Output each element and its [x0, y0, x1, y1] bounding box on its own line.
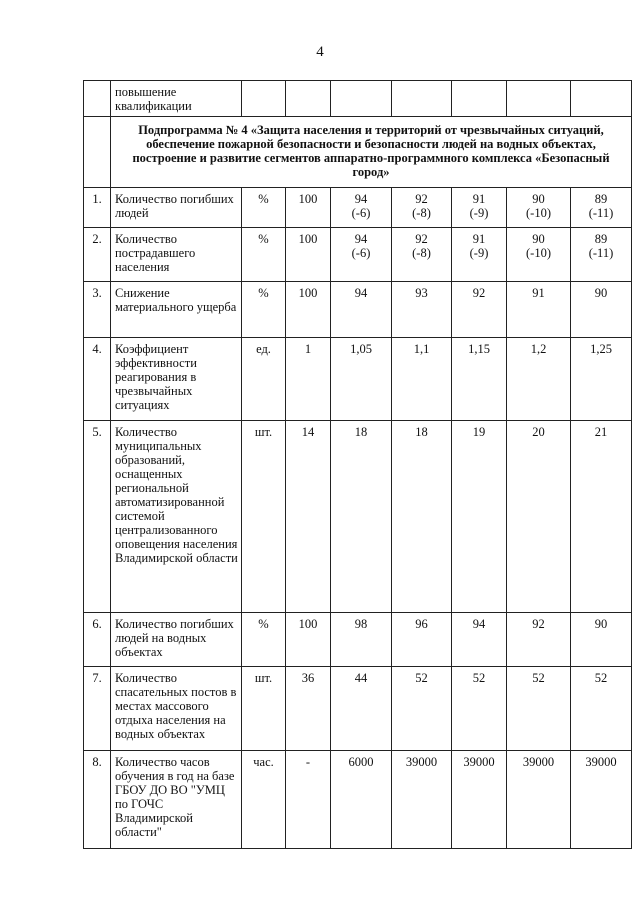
value-cell: 1,25	[571, 338, 632, 421]
value-cell: 94 (-6)	[331, 228, 392, 282]
row-number: 5.	[84, 421, 111, 613]
value-cell: 52	[392, 667, 452, 751]
row-number: 4.	[84, 338, 111, 421]
value-cell: 90	[571, 282, 632, 338]
value-cell: 92	[452, 282, 507, 338]
value-cell: 89 (-11)	[571, 228, 632, 282]
table-row	[84, 282, 632, 338]
value-cell: 52	[571, 667, 632, 751]
value-cell: 94	[452, 613, 507, 667]
base-value: 100	[286, 282, 331, 338]
base-value: -	[286, 751, 331, 849]
unit: %	[242, 282, 286, 338]
row-number: 7.	[84, 667, 111, 751]
value-cell: 98	[331, 613, 392, 667]
unit: %	[242, 188, 286, 228]
base-value: 100	[286, 188, 331, 228]
value-cell: 6000	[331, 751, 392, 849]
value-cell: 89 (-11)	[571, 188, 632, 228]
unit: час.	[242, 751, 286, 849]
value-cell: 96	[392, 613, 452, 667]
base-value: 100	[286, 228, 331, 282]
table-row	[84, 751, 632, 849]
table-row-continuation	[84, 81, 632, 117]
row-number: 8.	[84, 751, 111, 849]
table-row	[84, 228, 632, 282]
value-cell: 20	[507, 421, 571, 613]
row-number: 2.	[84, 228, 111, 282]
value-cell: 90 (-10)	[507, 188, 571, 228]
value-cell: 92 (-8)	[392, 188, 452, 228]
indicator-name: Количество пострадавшего населения	[111, 228, 242, 282]
value-cell: 91 (-9)	[452, 188, 507, 228]
table-row	[84, 338, 632, 421]
value-cell: 39000	[571, 751, 632, 849]
value-cell: 92	[507, 613, 571, 667]
row-number: 6.	[84, 613, 111, 667]
unit: %	[242, 613, 286, 667]
page-number: 4	[316, 44, 324, 60]
base-value: 100	[286, 613, 331, 667]
value-cell: 94 (-6)	[331, 188, 392, 228]
value-cell: 1,1	[392, 338, 452, 421]
indicator-name: Количество погибших людей	[111, 188, 242, 228]
subprogram-title: Подпрограмма № 4 «Защита населения и территорий от чрезвычайных ситуаций, обеспечение пожарной безопасности и безопасности людей на водных объектах, построение и развитие сегментов аппаратно-программного комплекса «Безопасный город»	[111, 117, 632, 188]
unit: шт.	[242, 421, 286, 613]
value-cell: 1,15	[452, 338, 507, 421]
base-value: 36	[286, 667, 331, 751]
indicator-name: Количество спасательных постов в местах массового отдыха населения на водных объектах	[111, 667, 242, 751]
table-row	[84, 613, 632, 667]
value-cell: 52	[452, 667, 507, 751]
value-cell: 18	[331, 421, 392, 613]
value-cell: 39000	[392, 751, 452, 849]
value-cell: 91	[507, 282, 571, 338]
value-cell: 1,2	[507, 338, 571, 421]
value-cell: 94	[331, 282, 392, 338]
value-cell: 18	[392, 421, 452, 613]
value-cell: 52	[507, 667, 571, 751]
indicator-name: Количество муниципальных образований, оснащенных региональной автоматизированной системой централизованного оповещения населения Владимирской области	[111, 421, 242, 613]
table-row	[84, 421, 632, 613]
indicators-table	[83, 80, 632, 849]
value-cell: 19	[452, 421, 507, 613]
value-cell: 21	[571, 421, 632, 613]
value-cell: 90 (-10)	[507, 228, 571, 282]
value-cell: 39000	[452, 751, 507, 849]
value-cell: 90	[571, 613, 632, 667]
table-row	[84, 188, 632, 228]
value-cell: 39000	[507, 751, 571, 849]
unit: ед.	[242, 338, 286, 421]
subprogram-row	[84, 117, 632, 188]
unit: %	[242, 228, 286, 282]
indicator-name: Количество погибших людей на водных объектах	[111, 613, 242, 667]
unit: шт.	[242, 667, 286, 751]
base-value: 14	[286, 421, 331, 613]
continuation-text: повышение квалификации	[111, 81, 242, 117]
row-number: 3.	[84, 282, 111, 338]
value-cell: 44	[331, 667, 392, 751]
indicator-name: Количество часов обучения в год на базе ГБОУ ДО ВО "УМЦ по ГОЧС Владимирской области"	[111, 751, 242, 849]
value-cell: 92 (-8)	[392, 228, 452, 282]
value-cell: 1,05	[331, 338, 392, 421]
indicator-name: Коэффициент эффективности реагирования в чрезвычайных ситуациях	[111, 338, 242, 421]
indicator-name: Снижение материального ущерба	[111, 282, 242, 338]
base-value: 1	[286, 338, 331, 421]
row-number: 1.	[84, 188, 111, 228]
value-cell: 93	[392, 282, 452, 338]
value-cell: 91 (-9)	[452, 228, 507, 282]
table-row	[84, 667, 632, 751]
